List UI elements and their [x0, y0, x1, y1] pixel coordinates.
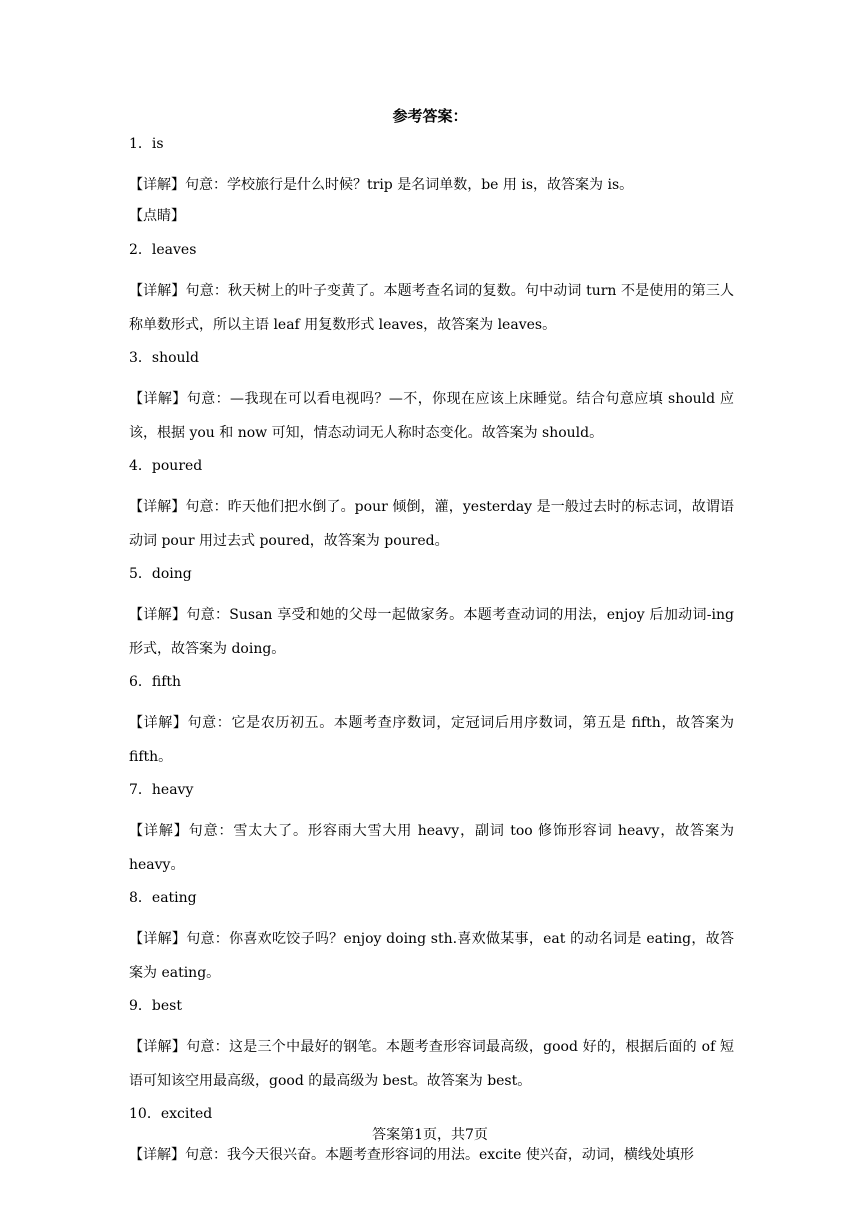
answer-number: 5．doing: [129, 566, 192, 582]
answer-item-6: [129, 672, 734, 774]
answer-explanation: 【详解】句意：—我现在可以看电视吗？—不，你现在应该上床睡觉。结合句意应填 should 应该，根据 you 和 now 可知，情态动词无人称时态变化。故答案为 should。: [129, 391, 734, 441]
answer-list: [129, 134, 734, 1178]
answer-item-3: [129, 348, 734, 450]
answer-tag: 【点睛】: [129, 208, 185, 224]
answer-number: 1．is: [129, 136, 164, 152]
answer-explanation: 【详解】句意：Susan 享受和她的父母一起做家务。本题考查动词的用法，enjoy 后加动词-ing 形式，故答案为 doing。: [129, 607, 734, 657]
answer-item-4: [129, 456, 734, 558]
page-footer: 答案第1页，共7页: [372, 1127, 488, 1143]
answer-explanation: 【详解】句意：雪太大了。形容雨大雪大用 heavy，副词 too 修饰形容词 heavy，故答案为 heavy。: [129, 823, 734, 873]
answer-explanation: 【详解】句意：秋天树上的叶子变黄了。本题考查名词的复数。句中动词 turn 不是使用的第三人称单数形式，所以主语 leaf 用复数形式 leaves，故答案为 leaves。: [129, 283, 734, 333]
answer-number: 6．fifth: [129, 674, 182, 690]
answer-number: 3．should: [129, 350, 199, 366]
answer-number: 9．best: [129, 998, 182, 1014]
answer-item-9: [129, 996, 734, 1098]
answer-item-8: [129, 888, 734, 990]
answer-explanation: 【详解】句意：它是农历初五。本题考查序数词，定冠词后用序数词，第五是 fifth，故答案为 fifth。: [129, 715, 734, 765]
answer-number: 7．heavy: [129, 782, 194, 798]
answer-item-7: [129, 780, 734, 882]
answer-item-2: [129, 240, 734, 342]
answer-number: 8．eating: [129, 890, 197, 906]
answer-item-1: [129, 134, 734, 226]
answer-explanation: 【详解】句意：我今天很兴奋。本题考查形容词的用法。excite 使兴奋，动词，横线处填形: [129, 1147, 694, 1163]
answer-explanation: 【详解】句意：你喜欢吃饺子吗？enjoy doing sth.喜欢做某事，eat 的动名词是 eating，故答案为 eating。: [129, 931, 734, 981]
answer-explanation: 【详解】句意：这是三个中最好的钢笔。本题考查形容词最高级，good 好的，根据后面的 of 短语可知该空用最高级，good 的最高级为 best。故答案为 best。: [129, 1039, 734, 1089]
answer-item-5: [129, 564, 734, 666]
page-title: 参考答案：: [392, 107, 468, 125]
answer-number: 10．excited: [129, 1106, 213, 1122]
answer-number: 2．leaves: [129, 242, 197, 258]
answer-explanation: 【详解】句意：昨天他们把水倒了。pour 倾倒，灌，yesterday 是一般过去时的标志词，故谓语动词 pour 用过去式 poured，故答案为 poured。: [129, 499, 734, 549]
answer-explanation: 【详解】句意：学校旅行是什么时候？trip 是名词单数，be 用 is，故答案为 is。: [129, 177, 634, 193]
answer-number: 4．poured: [129, 458, 203, 474]
